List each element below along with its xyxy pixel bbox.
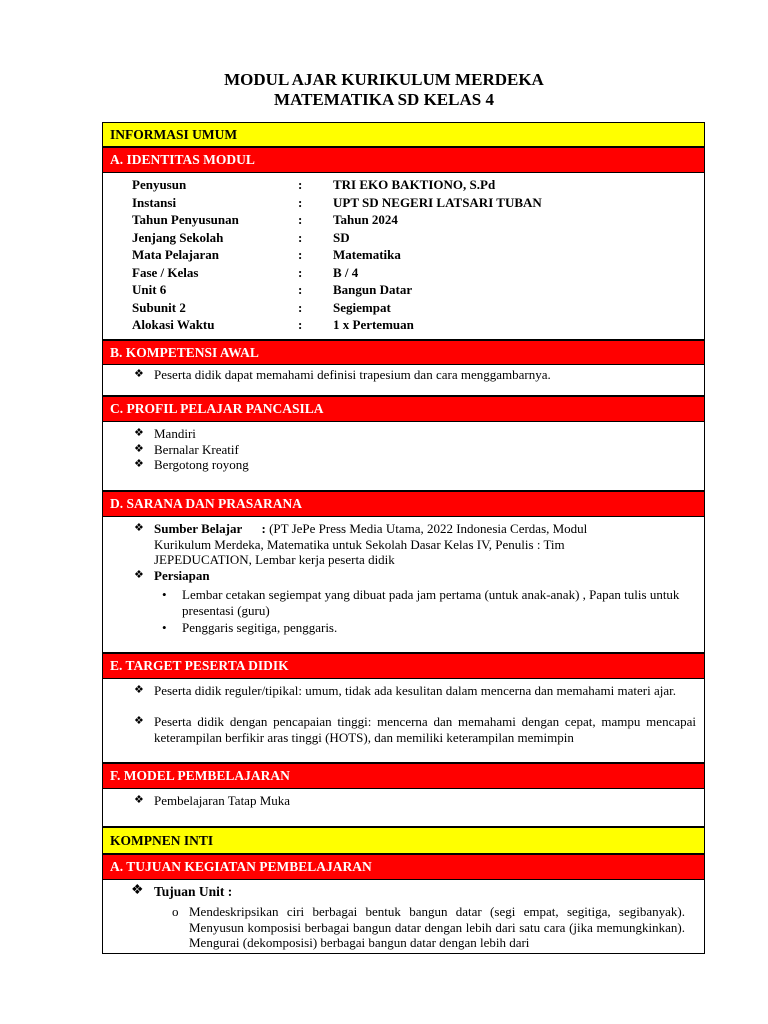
persiapan-item: Penggaris segitiga, penggaris. — [182, 620, 338, 635]
dot-bullet-icon: • — [162, 620, 167, 635]
profil-item: Bernalar Kreatif — [154, 441, 239, 457]
identitas-value-unit: Bangun Datar — [333, 282, 413, 297]
identitas-value-tahun: Tahun 2024 — [333, 212, 398, 227]
diamond-bullet-icon: ❖ — [134, 794, 144, 806]
sumber-belajar-label: Sumber Belajar : — [154, 521, 266, 536]
identitas-colon: : — [298, 229, 303, 245]
section-identitas-modul: A. IDENTITAS MODUL — [102, 147, 705, 173]
identitas-label-mapel: Mata Pelajaran — [132, 247, 220, 262]
tujuan-unit-label: Tujuan Unit : — [154, 884, 233, 899]
dot-bullet-icon: • — [162, 587, 167, 602]
tujuan-unit-text: Mendeskripsikan ciri berbagai bentuk bangun datar (segi empat, segitiga, segibanyak). Menyusun komposisi berbagai bangun datar dengan lebih dari satu cara (jika memungkinkan). Mengurai (dekomposisi) berbagai bangun datar dengan lebih dari — [189, 904, 685, 950]
identitas-value-fase: B / 4 — [333, 264, 359, 280]
diamond-bullet-icon: ❖ — [134, 522, 144, 534]
page-title-line1: MODUL AJAR KURIKULUM MERDEKA — [224, 70, 544, 89]
diamond-bullet-icon: ❖ — [134, 427, 144, 439]
identitas-colon: : — [298, 194, 303, 210]
profil-item: Mandiri — [154, 426, 196, 441]
sumber-belajar-text: (PT JePe Press Media Utama, 2022 Indonesia Cerdas, Modul — [265, 521, 588, 536]
identitas-colon: : — [298, 212, 303, 227]
diamond-bullet-icon: ❖ — [134, 568, 144, 581]
identitas-value-mapel: Matematika — [333, 247, 401, 262]
identitas-value-instansi: UPT SD NEGERI LATSARI TUBAN — [333, 194, 542, 210]
section-model-pembelajaran: F. MODEL PEMBELAJARAN — [102, 763, 705, 789]
identitas-value-alokasi: 1 x Pertemuan — [333, 317, 414, 332]
identitas-label-penyusun: Penyusun — [132, 177, 187, 192]
identitas-label-unit: Unit 6 — [132, 282, 167, 297]
sumber-belajar-line3: JEPEDUCATION, Lembar kerja peserta didik — [154, 552, 395, 567]
section-informasi-umum: INFORMASI UMUM — [102, 122, 705, 147]
model-item: Pembelajaran Tatap Muka — [154, 793, 291, 808]
circle-bullet-icon: o — [172, 904, 179, 919]
section-target-peserta: E. TARGET PESERTA DIDIK — [102, 653, 705, 679]
target-item: Peserta didik reguler/tipikal: umum, tidak ada kesulitan dalam mencerna dan memahami materi ajar. — [154, 683, 676, 698]
diamond-bullet-icon: ❖ — [134, 715, 144, 727]
diamond-bullet-icon: ❖ — [134, 368, 144, 380]
diamond-bullet-icon: ❖ — [134, 684, 144, 696]
identitas-colon: : — [298, 264, 303, 280]
identitas-colon: : — [298, 282, 303, 297]
section-profil-pelajar: C. PROFIL PELAJAR PANCASILA — [102, 396, 705, 422]
identitas-label-fase: Fase / Kelas — [132, 264, 199, 280]
kompetensi-item: Peserta didik dapat memahami definisi trapesium dan cara menggambarnya. — [154, 367, 551, 382]
profil-item: Bergotong royong — [154, 457, 249, 472]
identitas-colon: : — [298, 299, 303, 315]
diamond-bullet-icon: ❖ — [131, 883, 144, 898]
identitas-colon: : — [298, 177, 303, 192]
identitas-label-tahun: Tahun Penyusunan — [132, 212, 239, 227]
section-kompetensi-awal: B. KOMPETENSI AWAL — [102, 340, 705, 365]
identitas-colon: : — [298, 247, 303, 262]
identitas-value-subunit: Segiempat — [333, 299, 391, 315]
section-sarana-prasarana: D. SARANA DAN PRASARANA — [102, 491, 705, 517]
diamond-bullet-icon: ❖ — [134, 458, 144, 470]
section-tujuan-kegiatan: A. TUJUAN KEGIATAN PEMBELAJARAN — [102, 854, 705, 880]
diamond-bullet-icon: ❖ — [134, 442, 144, 455]
persiapan-label: Persiapan — [154, 567, 210, 583]
page-title-line2: MATEMATIKA SD KELAS 4 — [274, 90, 494, 109]
persiapan-item: Lembar cetakan segiempat yang dibuat pada jam pertama (untuk anak-anak) , Papan tulis untuk presentasi (guru) — [182, 587, 680, 618]
identitas-value-jenjang: SD — [333, 229, 350, 245]
identitas-label-instansi: Instansi — [132, 194, 177, 210]
identitas-value-penyusun: TRI EKO BAKTIONO, S.Pd — [333, 177, 496, 192]
identitas-label-jenjang: Jenjang Sekolah — [132, 229, 224, 245]
identitas-label-alokasi: Alokasi Waktu — [132, 317, 215, 332]
sumber-belajar-line1 — [154, 521, 634, 537]
identitas-label-subunit: Subunit 2 — [132, 299, 186, 315]
section-komponen-inti: KOMPNEN INTI — [102, 827, 705, 854]
sumber-belajar-line2: Kurikulum Merdeka, Matematika untuk Sekolah Dasar Kelas IV, Penulis : Tim — [154, 536, 565, 552]
identitas-colon: : — [298, 317, 303, 332]
target-item: Peserta didik dengan pencapaian tinggi: mencerna dan memahami dengan cepat, mampu mencapai keterampilan berfikir aras tinggi (HOTS), dan memiliki keterampilan memimpin — [154, 714, 696, 745]
